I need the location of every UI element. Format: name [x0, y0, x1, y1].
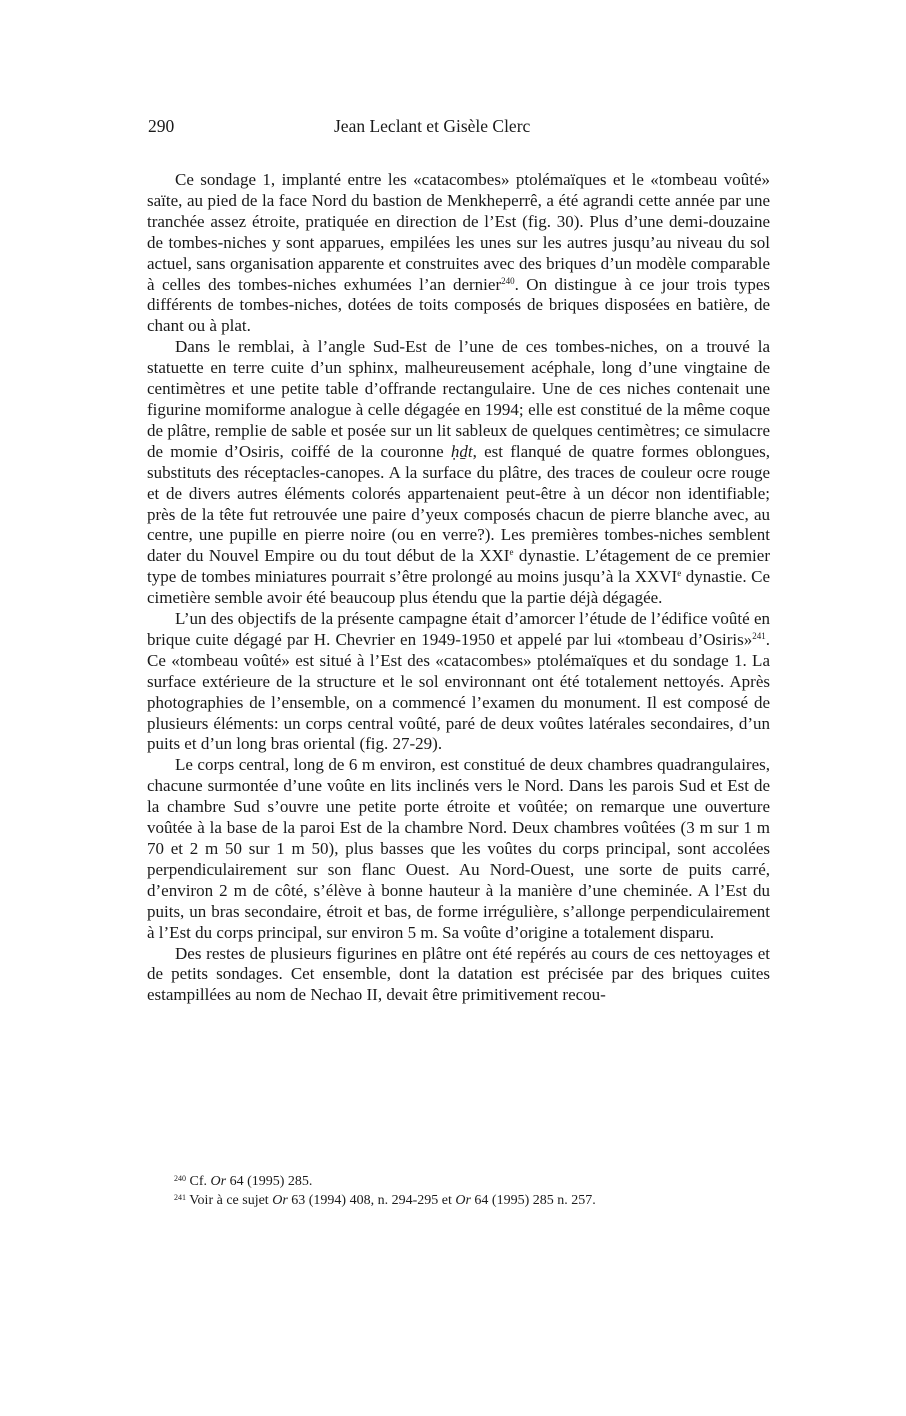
paragraph: Le corps central, long de 6 m environ, est constitué de deux chambres quadrangulaires, chacune surmontée d’une voûte en lits inclinés vers le Nord. Dans les parois Sud et Est de la chambre Sud s’ouvre une petite porte étroite et voûtée; on remarque une ouverture voûtée à la base de la paroi Est de la chambre Nord. Deux chambres voûtées (3 m sur 1 m 70 et 2 m 50 sur 1 m 50), plus basses que les voûtes du corps principal, sont accolées perpendiculairement sur son flanc Ouest. Au Nord-Ouest, une sorte de puits carré, d’environ 2 m de côté, s’élève à bonne hauteur à la manière d’une cheminée. A l’Est du puits, un bras secondaire, étroit et bas, de forme irrégulière, s’allonge perpendiculairement à l’Est du corps principal, sur environ 5 m. Sa voûte d’origine a totalement disparu.	[147, 755, 770, 942]
footnote-ref[interactable]: 240	[501, 275, 515, 286]
paragraph: Ce sondage 1, implanté entre les «catacombes» ptolémaïques et le «tombeau voûté» saïte, au pied de la face Nord du bastion de Menkheperrê, a été agrandi cette année par une tranchée assez étroite, pratiquée en direction de l’Est (fig. 30). Plus d’une demi-douzaine de tombes-niches y sont apparues, empilées les unes sur les autres jusqu’au niveau du sol actuel, sans organisation apparente et construites avec des briques d’un modèle comparable à celles des tombes-niches exhumées l’an dernier$^{240}$. On distingue à ce jour trois types différents de tombes-niches, dotées de toits composés de briques disposées en batière, de chant ou à plat.	[147, 170, 770, 336]
paragraph: L’un des objectifs de la présente campagne était d’amorcer l’étude de l’édifice voûté en brique cuite dégagé par H. Chevrier en 1949-1950 et appelé par lui «tombeau d’Osiris»$^{241}$. Ce «tombeau voûté» est situé à l’Est des «catacombes» ptolémaïques et du sondage 1. La surface extérieure de la structure et le sol environnant ont été totalement nettoyés. Après photographies de l’ensemble, on a commencé l’examen du monument. Il est composé de plusieurs éléments: un corps central voûté, paré de deux voûtes latérales secondaires, d’un puits et d’un long bras oriental (fig. 27-29).	[147, 609, 770, 754]
running-head: Jean Leclant et Gisèle Clerc	[334, 116, 531, 136]
italic-term: ḥḏt	[450, 441, 473, 461]
footnote-ref[interactable]: 241	[752, 630, 766, 641]
footnote-240: $^{240}$ Cf. Or 64 (1995) 285.	[174, 1174, 313, 1189]
page-header	[148, 116, 768, 138]
paragraph: Dans le remblai, à l’angle Sud-Est de l’une de ces tombes-niches, on a trouvé la statuette en terre cuite d’un sphinx, malheureusement acéphale, long d’une vingtaine de centimètres et une petite table d’offrande rectangulaire. Une de ces niches contenait une figurine momiforme analogue à celle dégagée en 1994; elle est constitué de la même coque de plâtre, remplie de sable et posée sur un lit sableux de quelques centimètres; ce simulacre de momie d’Osiris, coiffé de la couronne ḥḏt, est flanqué de quatre formes oblongues, substituts des réceptacles-canopes. A la surface du plâtre, des traces de couleur ocre rouge et de divers autres éléments colorés appartenaient peut-être à un décor non identifiable; près de la tête fut retrouvée une paire d’yeux composés chacun de pierre blanche avec, au centre, une pupille en pierre noire (ou en verre?). Les premières tombes-niches semblent dater du Nouvel Empire ou du tout début de la XXIe dynastie. L’étagement de ce premier type de tombes miniatures pourrait s’être prolongé au moins jusqu’à la XXVIe dynastie. Ce cimetière semble avoir été beaucoup plus étendu que la partie déjà dégagée.	[147, 337, 770, 608]
page-number: 290	[148, 116, 175, 136]
body-text	[147, 170, 770, 1006]
footnote-241: $^{241}$ Voir à ce sujet Or 63 (1994) 408, n. 294-295 et Or 64 (1995) 285 n. 257.	[174, 1193, 596, 1208]
footnotes	[174, 1172, 774, 1210]
paragraph: Des restes de plusieurs figurines en plâtre ont été repérés au cours de ces nettoyages et de petits sondages. Cet ensemble, dont la datation est précisée par des briques cuites estampillées au nom de Nechao II, devait être primitivement recou-	[147, 943, 770, 1005]
